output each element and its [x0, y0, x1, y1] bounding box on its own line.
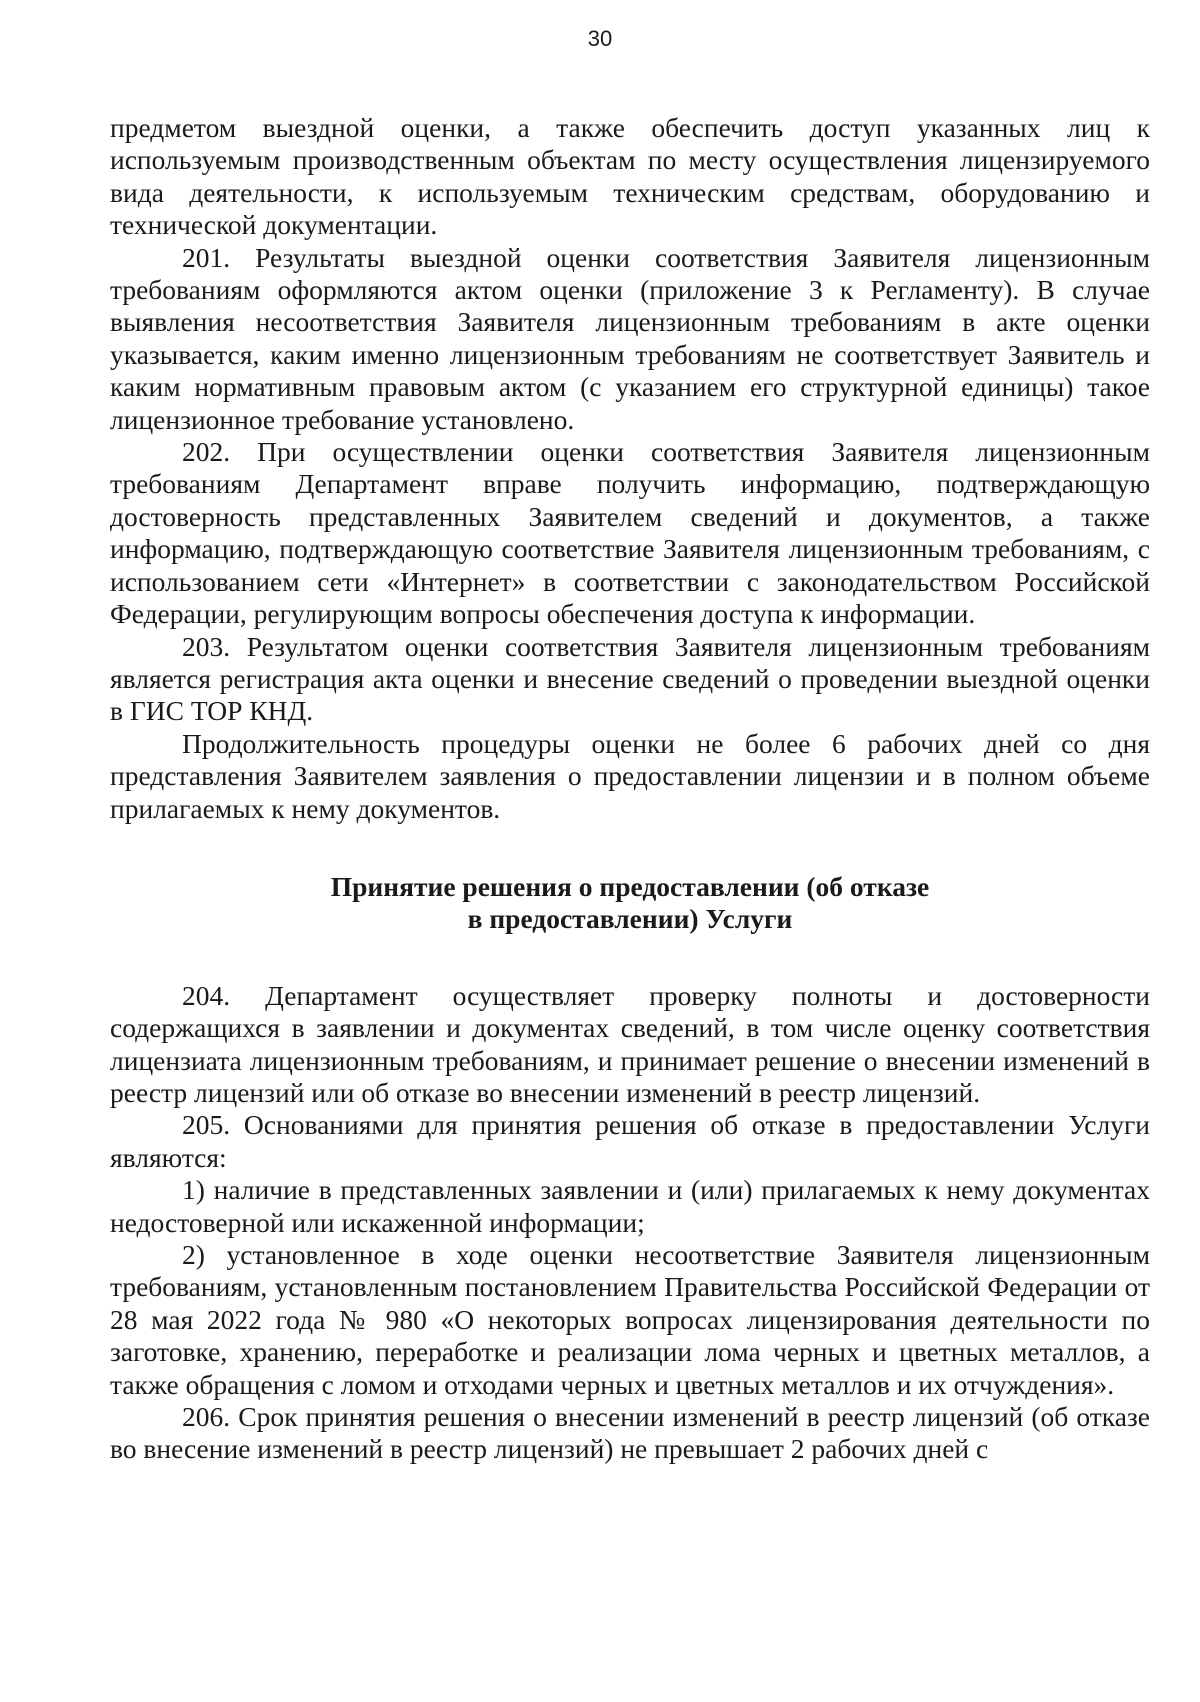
section-heading-line-2: в предоставлении) Услуги [467, 903, 793, 935]
paragraph-item-204: 204. Департамент осуществляет проверку полноты и достоверности содержащихся в заявлении и документах сведений, в том числе оценку соответствия лицензиата лицензионным требованиям, и принимает решение о внесении изменений в реестр лицензий или об отказе во внесении изменений в реестр лицензий. [110, 979, 1150, 1108]
paragraph-item-206: 206. Срок принятия решения о внесении изменений в реестр лицензий (об отказе во внесение изменений в реестр лицензий) не превышает 2 рабочих дней с [110, 1401, 1150, 1465]
paragraph-item-201: 201. Результаты выездной оценки соответствия Заявителя лицензионным требованиям оформляются актом оценки (приложение 3 к Регламенту). В случае выявления несоответствия Заявителя лицензионным требованиям в акте оценки указывается, каким именно лицензионным требованиям не соответствует Заявитель и каким нормативным правовым актом (с указанием его структурной единицы) такое лицензионное требование установлено. [110, 241, 1150, 435]
section-heading [110, 871, 1150, 936]
page-number: 30 [587, 26, 613, 51]
paragraph-item-205-1: 1) наличие в представленных заявлении и (или) прилагаемых к нему документах недостоверной или искаженной информации; [110, 1174, 1150, 1238]
paragraph-item-202: 202. При осуществлении оценки соответствия Заявителя лицензионным требованиям Департамент вправе получить информацию, подтверждающую достоверность представленных Заявителем сведений и документов, а также информацию, подтверждающую соответствие Заявителя лицензионным требованиям, с использованием сети «Интернет» в соответствии с законодательством Российской Федерации, регулирующим вопросы обеспечения доступа к информации. [110, 436, 1150, 630]
document-body [110, 112, 1150, 1466]
paragraph-item-205: 205. Основаниями для принятия решения об отказе в предоставлении Услуги являются: [110, 1109, 1150, 1173]
paragraph-item-205-2: 2) установленное в ходе оценки несоответствие Заявителя лицензионным требованиям, установленным постановлением Правительства Российской Федерации от 28 мая 2022 года № 980 «О некоторых вопросах лицензирования деятельности по заготовке, хранению, переработке и реализации лома черных и цветных металлов, а также обращения с ломом и отходами черных и цветных металлов и их отчуждения». [110, 1239, 1150, 1400]
paragraph-duration: Продолжительность процедуры оценки не более 6 рабочих дней со дня представления Заявителем заявления о предоставлении лицензии и в полном объеме прилагаемых к нему документов. [110, 727, 1150, 824]
paragraph-item-203: 203. Результатом оценки соответствия Заявителя лицензионным требованиям является регистрация акта оценки и внесение сведений о проведении выездной оценки в ГИС ТОР КНД. [110, 630, 1150, 727]
paragraph-continuation: предметом выездной оценки, а также обеспечить доступ указанных лиц к используемым производственным объектам по месту осуществления лицензируемого вида деятельности, к используемым техническим средствам, оборудованию и технической документации. [110, 112, 1150, 241]
section-heading-line-1: Принятие решения о предоставлении (об отказе [330, 870, 930, 902]
